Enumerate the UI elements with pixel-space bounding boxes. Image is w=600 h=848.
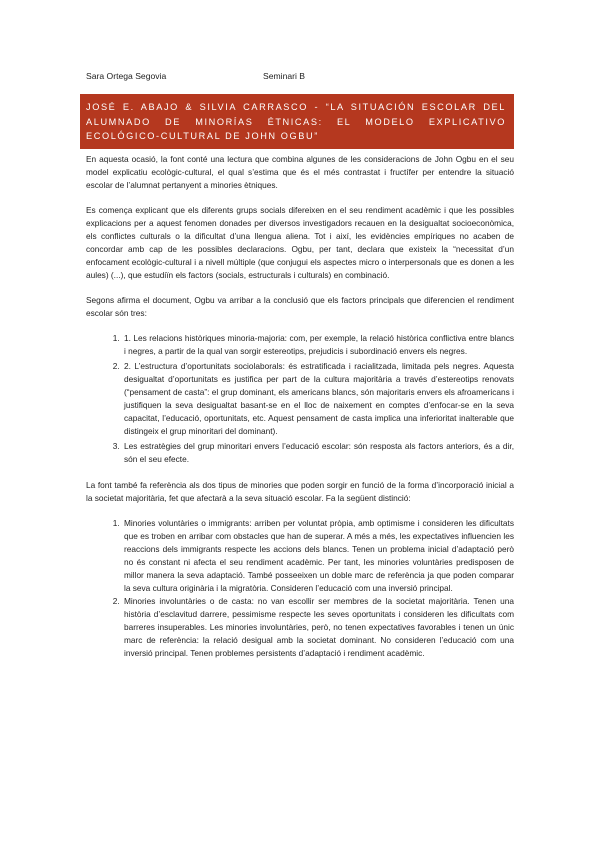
- list-item: 1. 1. Les relacions històriques minoria-majoria: com, per exemple, la relació històrica conflictiva entre blancs i negres, a partir de la qual van sorgir estereotips, prejudicis i subordinació envers els negres.: [122, 332, 514, 358]
- minorities-list: [86, 517, 514, 659]
- factors-list: [86, 332, 514, 466]
- factors-intro-paragraph: Segons afirma el document, Ogbu va arribar a la conclusió que els factors principals que diferencien el rendiment escolar són tres:: [86, 295, 514, 319]
- explanations-paragraph: Es comença explicant que els diferents grups socials difereixen en el seu rendiment acadèmic i que les possibles explicacions per a aquest fenomen donades per diversos investigadors recauen en la desigualtat socioeconòmica, els conflictes culturals o la dificultat d’una llengua aliena. Tot i així, les evidències empíriques no acaben de concordar amb cap de les possibles declaracions. Ogbu, per tant, declara que existeix la “necessitat d’un enfocament ecològic-cultural i a nivell múltiple (que conjugui els aspectes micro o interpersonals que es donen a les aules) (...), que estudiïn els factors (socials, estructurals i culturals) en combinació.: [86, 205, 514, 280]
- title-banner: [80, 94, 514, 149]
- intro-paragraph: En aquesta ocasió, la font conté una lectura que combina algunes de les consideracions de John Ogbu en el seu model explicatiu ecològic-cultural, el qual s’estima que és el més contrastat i fructífer per entendre la situació escolar de l’alumnat pertanyent a minories ètniques.: [86, 154, 514, 190]
- seminar-label: Seminari B: [263, 71, 306, 81]
- author-name: Sara Ortega Segovia: [86, 71, 167, 81]
- list-item: 1. Minories voluntàries o immigrants: arriben per voluntat pròpia, amb optimisme i consideren les dificultats que es troben en arribar com obstacles que han de superar. A més a més, les expectatives influencien les reaccions dels immigrants respecte les accions dels blancs. Tenen un problema inicial d’adaptació però no és constant ni afecta el seu rendiment acadèmic. Per tant, les minories voluntàries predisposen de millor manera la seva adaptació. També posseeixen un doble marc de referència ja que poden comparar la seva cultura originària i la migratòria. Consideren l’educació com una inversió principal.: [122, 517, 514, 595]
- minorities-intro-paragraph: La font també fa referència als dos tipus de minories que poden sorgir en funció de la forma d’incorporació inicial a la societat majoritària, fet que afectarà a la seva situació escolar. Fa la següent distinció:: [86, 479, 514, 503]
- list-item: 3. Les estratègies del grup minoritari envers l’educació escolar: són resposta als factors anteriors, és a dir, són el seu efecte.: [122, 440, 514, 466]
- document-body: [86, 153, 514, 672]
- list-item: 2. Minories involuntàries o de casta: no van escollir ser membres de la societat majoritària. Tenen una història d’esclavitud darrere, pessimisme respecte les seves oportunitats i consideren les dificultats com barreres insuperables. Les minories involuntàries, però, no tenen expectatives favorables i tenen un únic marc de referència: la relació desigual amb la societat dominant. No consideren l’educació com una inversió principal. Tenen problemes persistents d’adaptació i rendiment acadèmic.: [122, 595, 514, 660]
- list-item: 2. 2. L’estructura d’oportunitats sociolaborals: és estratificada i racialitzada, limitada pels negres. Aquesta desigualtat d’oportunitats es justifica per part de la cultura majoritària a través d’estereotips renovats (“pensament de casta”: el grup dominant, els americans blancs, són majoritaris envers els afroamericans i justifiquen la seva desigualtat basant-se en el lloc de naixement en comptes d’enfocar-se en la seva capacitat, l’educació, oportunitats, etc. Aquest pensament de casta implica una inferioritat inalterable que distingeix el grup minoritari del dominant).: [122, 360, 514, 438]
- document-title: JOSÉ E. ABAJO & SILVIA CARRASCO - “LA SITUACIÓN ESCOLAR DEL ALUMNADO DE MINORÍAS ÉTNICAS: EL MODELO EXPLICATIVO ECOLÓGICO-CULTURAL DE JOHN OGBU”: [86, 102, 506, 141]
